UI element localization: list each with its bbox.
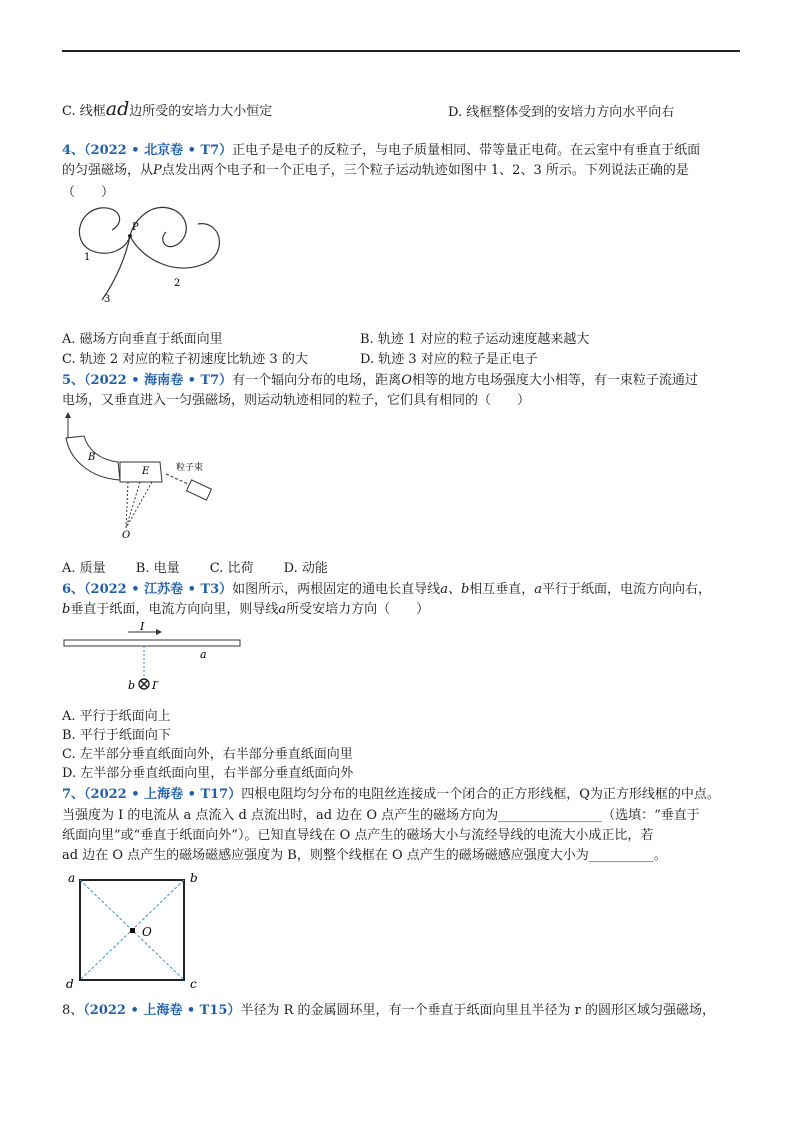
label-e: E xyxy=(142,466,150,477)
q4-answer-bracket: （ ） xyxy=(62,185,115,200)
q4-option-c: C. 轨迹 2 对应的粒子初速度比轨迹 3 的大 xyxy=(62,352,308,367)
q6-option-b: B. 平行于纸面向下 xyxy=(62,728,171,743)
label-b: b xyxy=(128,679,136,692)
q4-trajectory-figure xyxy=(68,200,228,310)
q3-option-d: D. 线框整体受到的安培力方向水平向右 xyxy=(448,105,675,120)
wire-a xyxy=(64,640,240,646)
q5-stem-line1: 5、（2022 • 海南卷 • T7）有一个辐向分布的电场，距离O相等的地方电场强度大小相等，有一束粒子流通过 xyxy=(62,373,698,388)
trajectory-1 xyxy=(79,208,130,253)
q7-stem-line3: 纸面向里”或“垂直于纸面向外”）。已知直导线在 O 点产生的磁场大小与流经导线的电流大小成正比，若 xyxy=(62,828,654,843)
q7-stem-line2: 当强度为 I 的电流从 a 点流入 d 点流出时，ad 边在 O 点产生的磁场方向为________________（选填：“垂直于 xyxy=(62,808,700,823)
q5-options: A. 质量 B. 电量 C. 比荷 D. 动能 xyxy=(62,561,328,576)
q6-stem-line2: b垂直于纸面，电流方向向里，则导线a所受安培力方向（ ） xyxy=(62,602,430,617)
label-i: I xyxy=(140,620,145,633)
label-a: a xyxy=(200,648,207,661)
q6-option-d: D. 左半部分垂直纸面向里，右半部分垂直纸面向外 xyxy=(62,766,354,781)
q4-option-a: A. 磁场方向垂直于纸面向里 xyxy=(62,332,223,347)
label-d: d xyxy=(66,977,74,991)
label-1: 1 xyxy=(84,252,91,263)
q7-square-figure xyxy=(62,868,212,992)
q3-option-c: C. 线框ad边所受的安培力大小恒定 xyxy=(62,98,273,120)
label-c: c xyxy=(190,977,197,991)
electric-region xyxy=(120,462,162,482)
label-3: 3 xyxy=(104,294,111,305)
q7-stem-line4: ad 边在 O 点产生的磁场磁感应强度为 B，则整个线框在 O 点产生的磁场磁感应强度大小为__________。 xyxy=(62,848,667,863)
q6-stem-line1: 6、（2022 • 江苏卷 • T3）如图所示，两根固定的通电长直导线a、b相互垂直，a平行于纸面，电流方向向右， xyxy=(62,582,712,597)
trajectory-3 xyxy=(102,236,130,300)
q6-option-c: C. 左半部分垂直纸面向外，右半部分垂直纸面向里 xyxy=(62,747,353,762)
header-rule xyxy=(62,50,740,52)
label-b: b xyxy=(190,871,198,885)
particle-source xyxy=(186,480,211,500)
label-b: B xyxy=(88,452,96,463)
point-o xyxy=(130,928,135,933)
q4-option-b: B. 轨迹 1 对应的粒子运动速度越来越大 xyxy=(360,332,590,347)
q5-stem-line2: 电场，又垂直进入一匀强磁场，则运动轨迹相同的粒子，它们具有相同的（ ） xyxy=(62,393,531,408)
label-o: O xyxy=(122,530,131,540)
q6-wire-figure xyxy=(60,618,250,698)
q7-stem-line1: 7、（2022 • 上海卷 • T17）四根电阻均匀分布的电阻丝连接成一个闭合的正方形线框，Q为正方形线框的中点。 xyxy=(62,787,720,802)
label-p: P xyxy=(132,222,139,233)
q4-option-d: D. 轨迹 3 对应的粒子是正电子 xyxy=(360,352,538,367)
q4-stem-line1: 4、（2022 • 北京卷 • T7）正电子是电子的反粒子，与电子质量相同、带等量正电荷。在云室中有垂直于纸面 xyxy=(62,143,701,158)
q6-option-a: A. 平行于纸面向上 xyxy=(62,709,171,724)
q8-stem-line1: 8、（2022 • 上海卷 • T15）半径为 R 的金属圆环里，有一个垂直于纸面向里且半径为 r 的圆形区域匀强磁场， xyxy=(62,1003,715,1018)
label-a: a xyxy=(68,871,76,885)
point-p xyxy=(128,234,132,238)
label-beam: 粒子束 xyxy=(176,463,204,473)
q5-field-figure xyxy=(60,410,230,540)
label-i-prime: I′ xyxy=(152,679,159,692)
q4-stem-line2: 的匀强磁场，从P点发出两个电子和一个正电子，三个粒子运动轨迹如图中 1、2、3 所示。下列说法正确的是 xyxy=(62,163,689,178)
label-o: O xyxy=(142,925,152,939)
label-2: 2 xyxy=(174,278,181,289)
